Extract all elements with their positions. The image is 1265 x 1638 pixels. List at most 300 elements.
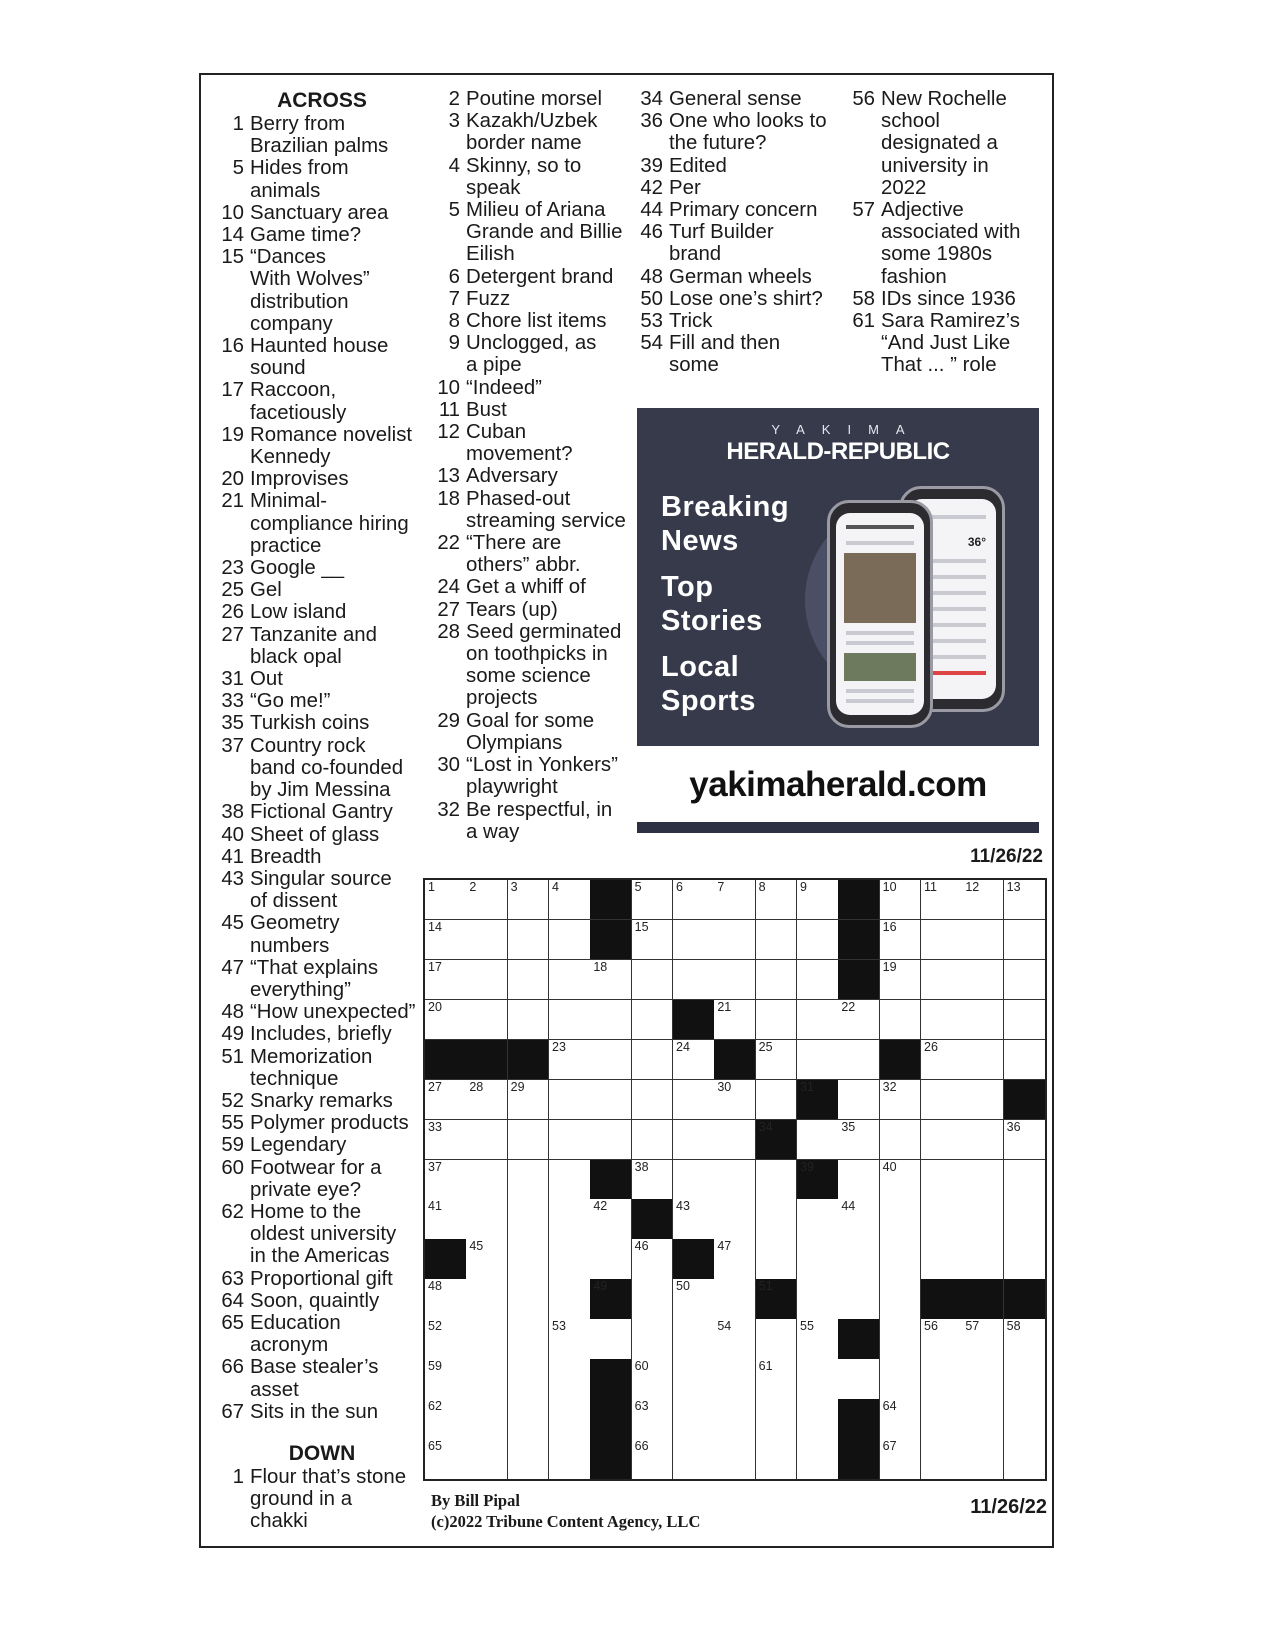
grid-cell-black xyxy=(632,1199,674,1239)
grid-cell[interactable] xyxy=(756,1239,798,1279)
cell-number: 31 xyxy=(800,1079,814,1094)
grid-cell[interactable] xyxy=(921,1000,963,1040)
grid-cell[interactable] xyxy=(962,1080,1004,1120)
site-url[interactable]: yakimaherald.com xyxy=(689,765,987,804)
grid-cell[interactable] xyxy=(590,1040,632,1080)
grid-cell[interactable] xyxy=(425,1080,467,1120)
clue-text-line: Flour that’s stone xyxy=(250,1465,407,1488)
grid-cell[interactable] xyxy=(921,1080,963,1120)
grid-cell[interactable] xyxy=(508,1000,550,1040)
grid-cell[interactable] xyxy=(962,960,1004,1000)
grid-cell[interactable] xyxy=(673,1040,715,1080)
grid-cell[interactable] xyxy=(962,880,1004,920)
grid-cell[interactable] xyxy=(466,880,508,920)
grid-cell[interactable] xyxy=(921,1120,963,1160)
grid-cell[interactable] xyxy=(921,1399,963,1439)
clue-number: 64 xyxy=(221,1289,244,1312)
grid-cell[interactable] xyxy=(797,1319,839,1359)
grid-cell[interactable] xyxy=(549,1239,591,1279)
grid-cell[interactable] xyxy=(797,1199,839,1239)
cell-number: 46 xyxy=(634,1239,649,1254)
clue-number: 26 xyxy=(221,601,244,624)
grid-cell[interactable] xyxy=(466,1160,508,1200)
grid-cell-black xyxy=(838,1319,880,1359)
grid-cell[interactable] xyxy=(1004,920,1045,960)
grid-cell[interactable] xyxy=(756,920,798,960)
grid-cell[interactable] xyxy=(797,1399,839,1439)
grid-cell[interactable] xyxy=(962,1040,1004,1080)
grid-cell[interactable] xyxy=(508,1399,550,1439)
grid-cell[interactable] xyxy=(1004,1319,1045,1359)
clue-item xyxy=(212,202,422,224)
clue-item xyxy=(212,157,422,201)
clue-item xyxy=(212,379,422,423)
clue-text-line: “There are xyxy=(466,532,562,555)
grid-cell[interactable] xyxy=(549,1120,591,1160)
clue-text-line: Phased-out xyxy=(466,487,571,510)
clue-text-line: technique xyxy=(250,1067,339,1090)
grid-cell[interactable] xyxy=(673,1120,715,1160)
ad-line: Stories xyxy=(661,605,763,637)
grid-cell[interactable] xyxy=(880,1239,922,1279)
clue-text-line: Adjective xyxy=(881,199,964,222)
grid-cell[interactable] xyxy=(508,1439,550,1479)
grid-cell[interactable] xyxy=(466,1239,508,1279)
clue-item xyxy=(428,110,634,154)
grid-cell[interactable] xyxy=(880,1279,922,1319)
grid-cell[interactable] xyxy=(1004,1160,1045,1200)
clue-item xyxy=(631,310,841,332)
grid-cell[interactable] xyxy=(632,1399,674,1439)
clue-number: 11 xyxy=(438,398,460,421)
cell-number: 62 xyxy=(428,1399,442,1414)
cell-number: 64 xyxy=(882,1399,897,1414)
clue-item xyxy=(428,88,634,110)
grid-cell[interactable] xyxy=(838,1359,880,1399)
clue-item xyxy=(212,113,422,157)
grid-cell[interactable] xyxy=(714,880,756,920)
grid-cell[interactable] xyxy=(714,1439,756,1479)
clue-text-line: Minimal- xyxy=(250,490,328,513)
cell-number: 18 xyxy=(593,959,608,974)
grid-cell[interactable] xyxy=(756,1359,798,1399)
clue-text-line: Kazakh/Uzbek xyxy=(466,110,598,133)
grid-cell[interactable] xyxy=(673,1160,715,1200)
grid-cell[interactable] xyxy=(466,1279,508,1319)
grid-cell[interactable] xyxy=(962,1160,1004,1200)
clue-item xyxy=(212,1201,422,1268)
advertisement[interactable] xyxy=(637,408,1039,746)
clue-item xyxy=(428,621,634,710)
grid-cell[interactable] xyxy=(1004,1239,1045,1279)
grid-cell[interactable] xyxy=(797,1000,839,1040)
clue-number: 22 xyxy=(437,532,460,555)
grid-cell[interactable] xyxy=(962,1000,1004,1040)
grid-cell[interactable] xyxy=(673,1319,715,1359)
down-clue-list xyxy=(212,1466,422,1533)
grid-cell-black xyxy=(838,920,880,960)
grid-cell[interactable] xyxy=(632,1080,674,1120)
clue-item xyxy=(428,155,634,199)
clue-text-line: Game time? xyxy=(250,224,362,247)
grid-cell[interactable] xyxy=(756,960,798,1000)
grid-cell[interactable] xyxy=(1004,1199,1045,1239)
grid-cell[interactable] xyxy=(508,880,550,920)
grid-cell[interactable] xyxy=(1004,1120,1045,1160)
grid-cell[interactable] xyxy=(838,1000,880,1040)
clue-text-line: a pipe xyxy=(466,354,522,377)
grid-cell[interactable] xyxy=(797,1359,839,1399)
grid-cell[interactable] xyxy=(425,1439,467,1479)
grid-cell[interactable] xyxy=(880,1319,922,1359)
grid-cell[interactable] xyxy=(590,1120,632,1160)
clue-text-line: black opal xyxy=(250,645,342,668)
grid-cell[interactable] xyxy=(549,960,591,1000)
grid-cell[interactable] xyxy=(466,960,508,1000)
grid-cell[interactable] xyxy=(632,960,674,1000)
grid-cell[interactable] xyxy=(549,1319,591,1359)
grid-cell[interactable] xyxy=(921,1239,963,1279)
clue-text-line: Includes, briefly xyxy=(250,1023,392,1046)
grid-cell[interactable] xyxy=(797,1120,839,1160)
cell-number: 13 xyxy=(1006,880,1021,894)
grid-cell[interactable] xyxy=(880,1160,922,1200)
grid-cell[interactable] xyxy=(921,1160,963,1200)
clue-text-line: practice xyxy=(250,534,322,557)
grid-cell[interactable] xyxy=(466,1199,508,1239)
clue-text-line: compliance hiring xyxy=(250,512,409,535)
grid-cell[interactable] xyxy=(838,1239,880,1279)
grid-cell[interactable] xyxy=(880,960,922,1000)
grid-cell[interactable] xyxy=(632,1239,674,1279)
grid-cell[interactable] xyxy=(590,960,632,1000)
cell-number: 61 xyxy=(758,1359,773,1374)
clue-text-line: Primary concern xyxy=(669,199,818,222)
cell-number: 65 xyxy=(428,1439,442,1454)
grid-cell[interactable] xyxy=(756,1399,798,1439)
grid-cell[interactable] xyxy=(756,880,798,920)
grid-cell[interactable] xyxy=(590,1319,632,1359)
grid-cell[interactable] xyxy=(838,1160,880,1200)
grid-cell[interactable] xyxy=(962,1199,1004,1239)
grid-cell[interactable] xyxy=(508,960,550,1000)
grid-cell[interactable] xyxy=(1004,1359,1045,1399)
phone-temp: 36° xyxy=(967,535,986,549)
cell-number: 50 xyxy=(676,1279,690,1294)
grid-cell[interactable] xyxy=(838,1120,880,1160)
clue-text-line: Kennedy xyxy=(250,446,331,469)
grid-cell[interactable] xyxy=(508,1239,550,1279)
clue-number: 66 xyxy=(221,1356,244,1379)
clue-text-line: border name xyxy=(466,132,582,155)
grid-cell[interactable] xyxy=(466,1120,508,1160)
grid-cell[interactable] xyxy=(921,1359,963,1399)
grid-cell[interactable] xyxy=(797,1439,839,1479)
grid-cell[interactable] xyxy=(632,920,674,960)
clue-text-line: Lose one’s shirt? xyxy=(669,287,823,310)
grid-cell[interactable] xyxy=(632,1120,674,1160)
grid-cell[interactable] xyxy=(425,960,467,1000)
grid-cell[interactable] xyxy=(880,1000,922,1040)
grid-cell[interactable] xyxy=(466,1319,508,1359)
clue-item xyxy=(212,690,422,712)
clue-text-line: Gel xyxy=(250,579,282,602)
grid-cell[interactable] xyxy=(921,960,963,1000)
clue-item xyxy=(428,377,634,399)
grid-cell[interactable] xyxy=(921,1040,963,1080)
clue-item xyxy=(212,735,422,802)
clue-text-line: brand xyxy=(669,243,722,266)
grid-cell[interactable] xyxy=(673,960,715,1000)
grid-cell[interactable] xyxy=(962,920,1004,960)
grid-cell[interactable] xyxy=(425,1399,467,1439)
grid-cell[interactable] xyxy=(508,1160,550,1200)
grid-cell[interactable] xyxy=(1004,1040,1045,1080)
clue-text-line: Per xyxy=(669,176,701,199)
clue-text-line: Be respectful, in xyxy=(466,798,613,821)
grid-cell[interactable] xyxy=(797,880,839,920)
grid-cell[interactable] xyxy=(425,1359,467,1399)
grid-cell[interactable] xyxy=(962,1439,1004,1479)
clue-item xyxy=(212,712,422,734)
clue-item xyxy=(843,88,1043,199)
clue-number: 17 xyxy=(221,379,244,402)
grid-cell[interactable] xyxy=(1004,1399,1045,1439)
grid-cell-black xyxy=(673,1239,715,1279)
grid-cell[interactable] xyxy=(549,1000,591,1040)
grid-cell[interactable] xyxy=(921,1319,963,1359)
grid-cell[interactable] xyxy=(880,920,922,960)
grid-cell[interactable] xyxy=(797,1279,839,1319)
grid-cell[interactable] xyxy=(1004,880,1045,920)
grid-cell[interactable] xyxy=(921,880,963,920)
clue-item xyxy=(212,1157,422,1201)
cell-number: 17 xyxy=(428,959,442,974)
grid-cell[interactable] xyxy=(549,1199,591,1239)
grid-cell[interactable] xyxy=(508,1120,550,1160)
grid-cell[interactable] xyxy=(714,1080,756,1120)
grid-cell[interactable] xyxy=(508,1359,550,1399)
grid-cell[interactable] xyxy=(921,1439,963,1479)
grid-cell[interactable] xyxy=(466,1000,508,1040)
grid-cell[interactable] xyxy=(756,1439,798,1479)
clue-text-line: “Go me!” xyxy=(250,690,331,713)
clue-text-line: speak xyxy=(466,176,521,199)
grid-cell[interactable] xyxy=(508,1319,550,1359)
clue-text-line: sound xyxy=(250,357,306,380)
cell-number: 36 xyxy=(1006,1119,1021,1134)
grid-cell[interactable] xyxy=(632,1040,674,1080)
grid-cell[interactable] xyxy=(425,920,467,960)
grid-cell[interactable] xyxy=(632,880,674,920)
grid-cell[interactable] xyxy=(508,920,550,960)
grid-cell[interactable] xyxy=(880,1080,922,1120)
grid-cell[interactable] xyxy=(425,1199,467,1239)
grid-cell-black xyxy=(921,1279,963,1319)
clue-text-line: Grande and Billie xyxy=(466,221,623,244)
grid-cell[interactable] xyxy=(549,880,591,920)
cell-number: 67 xyxy=(882,1439,897,1454)
cell-number: 29 xyxy=(510,1079,525,1094)
grid-cell[interactable] xyxy=(714,1160,756,1200)
grid-cell[interactable] xyxy=(549,1040,591,1080)
grid-cell[interactable] xyxy=(880,1399,922,1439)
grid-cell[interactable] xyxy=(466,1080,508,1120)
cell-number: 22 xyxy=(841,999,856,1014)
clue-text-line: Tanzanite and xyxy=(250,623,377,646)
grid-cell[interactable] xyxy=(797,1040,839,1080)
grid-cell[interactable] xyxy=(962,1120,1004,1160)
clue-number: 31 xyxy=(221,668,244,691)
grid-cell[interactable] xyxy=(549,920,591,960)
grid-cell[interactable] xyxy=(756,1160,798,1200)
grid-cell[interactable] xyxy=(880,1359,922,1399)
clue-item xyxy=(631,221,841,265)
grid-cell-black xyxy=(590,880,632,920)
grid-cell[interactable] xyxy=(425,880,467,920)
grid-cell[interactable] xyxy=(797,960,839,1000)
grid-cell[interactable] xyxy=(714,1000,756,1040)
grid-cell[interactable] xyxy=(714,1319,756,1359)
grid-cell[interactable] xyxy=(756,1319,798,1359)
clue-number: 5 xyxy=(232,157,244,180)
grid-cell[interactable] xyxy=(508,1279,550,1319)
grid-cell[interactable] xyxy=(590,1239,632,1279)
grid-cell[interactable] xyxy=(549,1399,591,1439)
grid-cell[interactable] xyxy=(425,1160,467,1200)
grid-cell[interactable] xyxy=(714,1399,756,1439)
grid-cell[interactable] xyxy=(880,1439,922,1479)
grid-cell[interactable] xyxy=(962,1239,1004,1279)
grid-cell[interactable] xyxy=(1004,1439,1045,1479)
grid-cell[interactable] xyxy=(466,920,508,960)
grid-cell[interactable] xyxy=(962,1319,1004,1359)
clue-number: 52 xyxy=(221,1089,244,1112)
cell-number: 52 xyxy=(428,1319,442,1334)
grid-cell[interactable] xyxy=(466,1399,508,1439)
grid-cell[interactable] xyxy=(673,1279,715,1319)
grid-cell[interactable] xyxy=(880,880,922,920)
grid-cell[interactable] xyxy=(756,1000,798,1040)
grid-cell[interactable] xyxy=(714,1239,756,1279)
grid-cell[interactable] xyxy=(921,1199,963,1239)
grid-cell[interactable] xyxy=(756,1040,798,1080)
clue-number: 4 xyxy=(448,154,460,177)
grid-cell[interactable] xyxy=(549,1279,591,1319)
grid-cell[interactable] xyxy=(838,1279,880,1319)
grid-cell[interactable] xyxy=(714,1199,756,1239)
site-divider-bar xyxy=(637,822,1039,833)
clue-number: 29 xyxy=(437,709,460,732)
grid-cell[interactable] xyxy=(425,1319,467,1359)
clue-number: 39 xyxy=(640,154,663,177)
grid-cell[interactable] xyxy=(797,1239,839,1279)
grid-cell[interactable] xyxy=(838,1080,880,1120)
ad-brand-small: YAKIMA xyxy=(771,422,922,437)
grid-cell[interactable] xyxy=(1004,960,1045,1000)
grid-cell[interactable] xyxy=(1004,1000,1045,1040)
grid-cell[interactable] xyxy=(921,920,963,960)
grid-cell[interactable] xyxy=(425,1000,467,1040)
grid-cell[interactable] xyxy=(590,1080,632,1120)
grid-cell[interactable] xyxy=(549,1439,591,1479)
clue-text-line: “That explains xyxy=(250,956,379,979)
clue-text-line: Cuban xyxy=(466,421,527,444)
cell-number: 40 xyxy=(882,1159,897,1174)
grid-cell[interactable] xyxy=(549,1160,591,1200)
grid-cell[interactable] xyxy=(714,1359,756,1399)
clue-text-line: “How unexpected” xyxy=(250,1001,416,1024)
grid-cell-black xyxy=(797,1160,839,1200)
grid-cell[interactable] xyxy=(673,920,715,960)
cell-number: 30 xyxy=(717,1079,732,1094)
grid-cell[interactable] xyxy=(838,1040,880,1080)
grid-cell[interactable] xyxy=(425,1120,467,1160)
clue-item xyxy=(428,576,634,598)
grid-cell[interactable] xyxy=(880,1199,922,1239)
grid-cell[interactable] xyxy=(508,1199,550,1239)
grid-cell[interactable] xyxy=(838,1199,880,1239)
grid-cell[interactable] xyxy=(632,1359,674,1399)
grid-cell[interactable] xyxy=(466,1439,508,1479)
down-clue-list xyxy=(428,88,634,843)
author: By Bill Pipal xyxy=(431,1491,520,1510)
grid-cell[interactable] xyxy=(714,960,756,1000)
grid-cell[interactable] xyxy=(632,1000,674,1040)
grid-cell[interactable] xyxy=(756,1080,798,1120)
grid-cell[interactable] xyxy=(549,1080,591,1120)
grid-cell[interactable] xyxy=(425,1279,467,1319)
grid-cell[interactable] xyxy=(962,1399,1004,1439)
grid-cell[interactable] xyxy=(673,1399,715,1439)
grid-cell[interactable] xyxy=(673,1439,715,1479)
grid-cell[interactable] xyxy=(673,1359,715,1399)
grid-cell[interactable] xyxy=(632,1319,674,1359)
clue-item xyxy=(631,266,841,288)
clue-number: 63 xyxy=(221,1267,244,1290)
grid-cell[interactable] xyxy=(797,920,839,960)
grid-cell[interactable] xyxy=(673,880,715,920)
cell-number: 63 xyxy=(634,1399,649,1414)
grid-cell[interactable] xyxy=(590,1199,632,1239)
grid-cell[interactable] xyxy=(673,1199,715,1239)
grid-cell[interactable] xyxy=(880,1120,922,1160)
crossword-grid[interactable] xyxy=(423,878,1047,1481)
grid-cell[interactable] xyxy=(466,1359,508,1399)
grid-cell[interactable] xyxy=(590,1000,632,1040)
clue-text-line: Fictional Gantry xyxy=(250,801,393,824)
clue-text-line: Tears (up) xyxy=(466,598,558,621)
grid-cell[interactable] xyxy=(714,1120,756,1160)
grid-cell[interactable] xyxy=(549,1359,591,1399)
grid-cell-black xyxy=(590,920,632,960)
clue-text-line: Snarky remarks xyxy=(250,1089,393,1112)
cell-number: 27 xyxy=(428,1079,442,1094)
grid-cell[interactable] xyxy=(632,1439,674,1479)
grid-cell[interactable] xyxy=(632,1160,674,1200)
clue-number: 18 xyxy=(437,487,460,510)
grid-cell[interactable] xyxy=(756,1199,798,1239)
grid-cell[interactable] xyxy=(508,1080,550,1120)
grid-cell[interactable] xyxy=(632,1279,674,1319)
grid-cell[interactable] xyxy=(673,1080,715,1120)
grid-cell[interactable] xyxy=(714,1279,756,1319)
grid-cell[interactable] xyxy=(962,1359,1004,1399)
grid-cell[interactable] xyxy=(714,920,756,960)
clue-text-line: company xyxy=(250,312,333,335)
clue-number: 41 xyxy=(221,845,244,868)
clue-number: 35 xyxy=(221,712,244,735)
